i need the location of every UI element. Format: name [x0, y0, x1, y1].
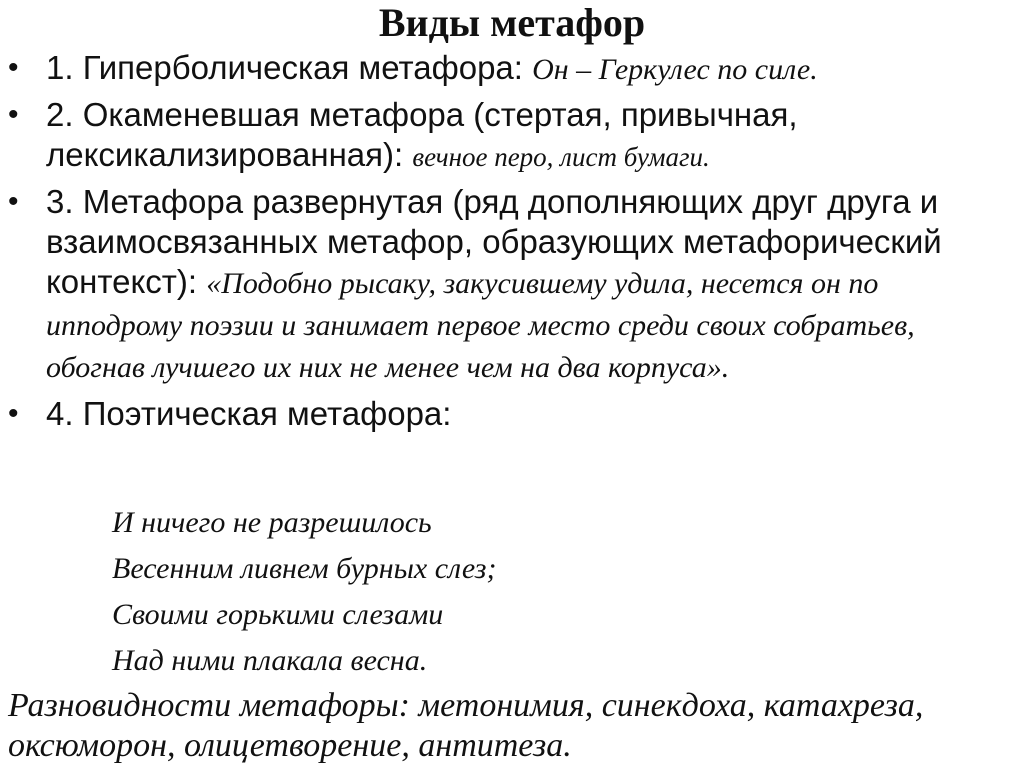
bullet-icon: •	[8, 51, 19, 84]
metaphor-varieties: Разновидности метафоры: метонимия, синекдоха, катахреза, оксюморон, олицетворение, антитеза.	[8, 687, 924, 764]
item-label-line2: лексикализированная):	[46, 136, 413, 173]
poem-quote	[112, 500, 496, 684]
item-label-line1: 2. Окаменевшая метафора (стертая, привычная,	[46, 96, 798, 133]
bullet-icon: •	[8, 98, 19, 131]
item-label: 4. Поэтическая метафора:	[46, 395, 452, 432]
poem-line: Над ними плакала весна.	[112, 644, 428, 677]
list-item-hyperbolic	[0, 48, 1024, 90]
item-example: Он – Геркулес по силе.	[532, 53, 818, 86]
list-item-extended	[0, 182, 1024, 388]
list-item-petrified	[0, 95, 1024, 177]
poem-line: Своими горькими слезами	[112, 598, 444, 631]
poem-line: И ничего не разрешилось	[112, 506, 432, 539]
bullet-icon: •	[8, 397, 19, 430]
item-example: «Подобно рысаку, закусившему удила, несется он по ипподрому поэзии и занимает первое место среди своих собратьев, обогнав лучшего их них не менее чем на два корпуса».	[46, 267, 915, 384]
list-item-poetic	[0, 394, 1024, 434]
item-example: вечное перо, лист бумаги.	[412, 142, 710, 172]
item-label: 1. Гиперболическая метафора:	[46, 49, 533, 86]
item-label: 3. Метафора развернутая (ряд дополняющих друг друга и взаимосвязанных метафор, образующих метафорический контекст):	[46, 183, 942, 300]
poem-line: Весенним ливнем бурных слез;	[112, 552, 497, 585]
metaphor-types-list	[0, 48, 1024, 434]
bullet-icon: •	[8, 185, 19, 218]
slide-title: Виды метафор	[378, 0, 646, 45]
